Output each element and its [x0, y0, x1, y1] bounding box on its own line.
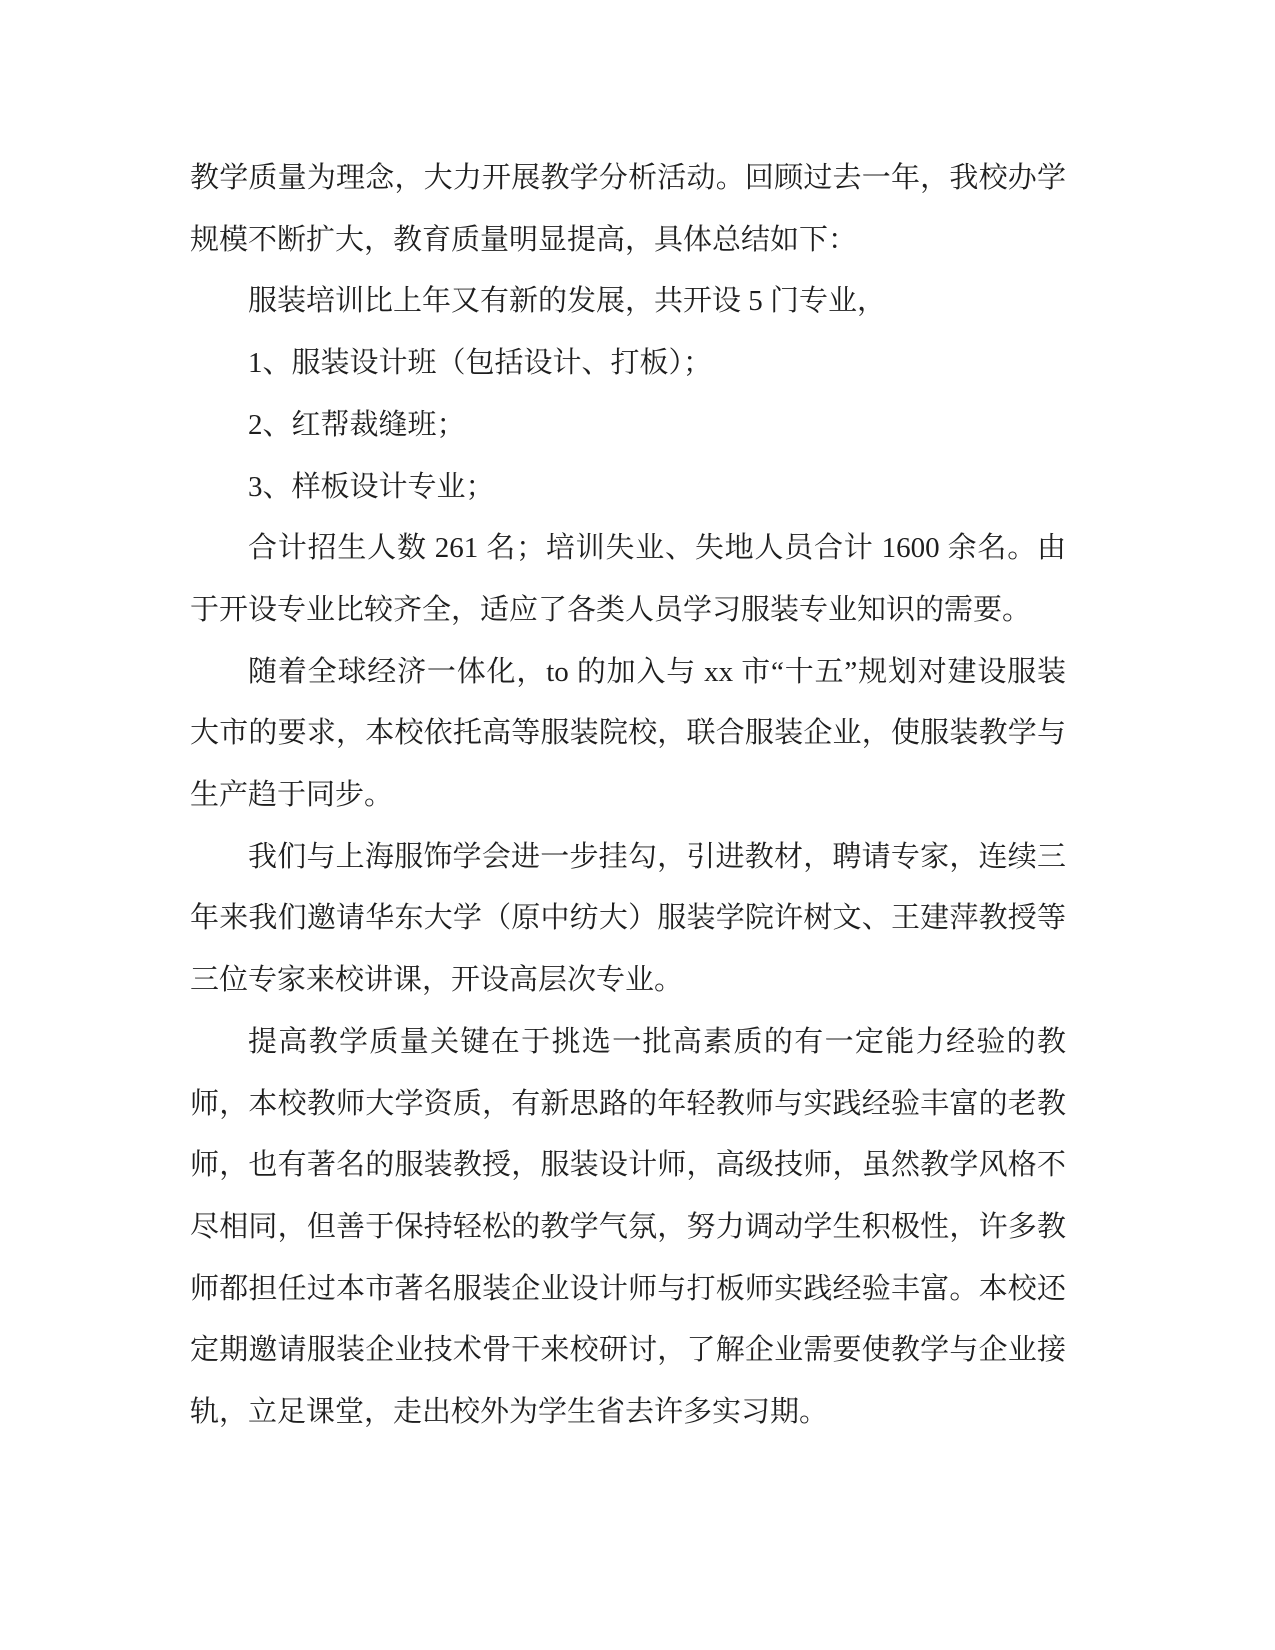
list-item-major-2: 2、红帮裁缝班； — [248, 408, 466, 441]
paragraph-experts: 我们与上海服饰学会进一步挂勾，引进教材，聘请专家，连续三年来我们邀请华东大学（原中纺大）服装学院许树文、王建萍教授等三位专家来校讲课，开设高层次专业。 — [190, 840, 1066, 997]
paragraph-economy-plan: 随着全球经济一体化，to 的加入与 xx 市“十五”规划对建设服装大市的要求，本校依托高等服装院校，联合服装企业，使服装教学与生产趋于同步。 — [190, 655, 1066, 812]
paragraph-training-growth: 服装培训比上年又有新的发展，共开设 5 门专业， — [248, 285, 887, 318]
paragraph-teachers: 提高教学质量关键在于挑选一批高素质的有一定能力经验的教师，本校教师大学资质，有新思路的年轻教师与实践经验丰富的老教师，也有著名的服装教授，服装设计师，高级技师，虽然教学风格不尽相同，但善于保持轻松的教学气氛，努力调动学生积极性，许多教师都担任过本市著名服装企业设计师与打板师实践经验丰富。本校还定期邀请服装企业技术骨干来校研讨，了解企业需要使教学与企业接轨，立足课堂，走出校外为学生省去许多实习期。 — [190, 1025, 1066, 1429]
paragraph-enrollment-stats: 合计招生人数 261 名；培训失业、失地人员合计 1600 余名。由于开设专业比较齐全，适应了各类人员学习服装专业知识的需要。 — [190, 532, 1066, 626]
paragraph-intro: 教学质量为理念，大力开展教学分析活动。回顾过去一年，我校办学规模不断扩大，教育质量明显提高，具体总结如下： — [190, 162, 1066, 256]
list-item-major-3: 3、样板设计专业； — [248, 470, 495, 503]
list-item-major-1: 1、服装设计班（包括设计、打板）； — [248, 347, 713, 380]
document-body — [190, 148, 1066, 1444]
